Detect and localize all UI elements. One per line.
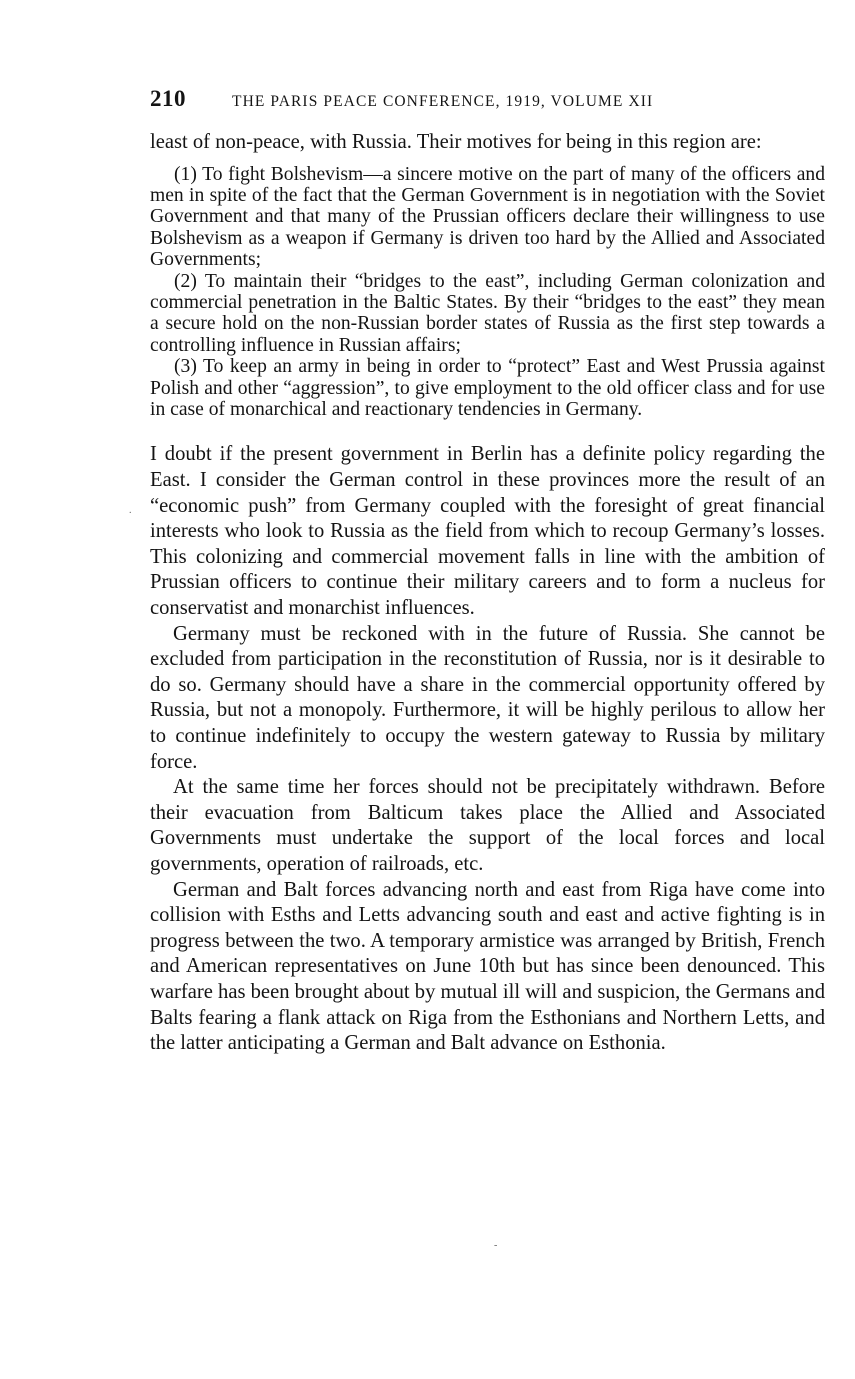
scan-speck-mark: - (494, 1240, 498, 1251)
page-number: 210 (150, 86, 186, 111)
body-paragraph-3: At the same time her forces should not be precipitately withdrawn. Before their evacuation from Balticum takes place the Allied and Associated Governments must undertake the support of the local forces and local governments, operation of railroads, etc. (150, 776, 825, 875)
body-paragraph-4: German and Balt forces advancing north and east from Riga have come into collision with Esths and Letts advancing south and east and active fighting is in progress between the two. A temporary armistice was arranged by British, French and American representatives on June 10th but has since been denounced. This warfare has been brought about by mutual ill will and suspicion, the Germans and Balts fearing a flank attack on Riga from the Esthonians and Northern Letts, and the latter anticipating a German and Balt advance on Esthonia. (150, 878, 825, 1055)
opening-paragraph: least of non-peace, with Russia. Their motives for being in this region are: (150, 131, 762, 153)
body-paragraph-1: I doubt if the present government in Berlin has a definite policy regarding the East. I consider the German control in these provinces more the result of an “economic push” from Germany coupled with the foresight of great financial interests who look to Russia as the field from which to recoup Germany’s losses. This colonizing and commercial movement falls in line with the ambition of Prussian officers to continue their military careers and to form a nucleus for conservatist and monarchist influences. (150, 443, 825, 620)
body-paragraph-2: Germany must be reckoned with in the future of Russia. She cannot be excluded from participation in the reconstitution of Russia, nor is it desirable to do so. Germany should have a share in the commercial opportunity offered by Russia, but not a monopoly. Furthermore, it will be highly perilous to allow her to continue indefinitely to occupy the western gateway to Russia by military force. (150, 622, 825, 773)
motive-item-2: (2) To maintain their “bridges to the east”, including German colonization and commercial penetration in the Baltic States. By their “bridges to the east” they mean a secure hold on the non-Russian border states of Russia as the first step towards a controlling influence in Russian affairs; (150, 270, 825, 356)
running-header (150, 86, 825, 116)
running-title: THE PARIS PEACE CONFERENCE, 1919, VOLUME XII (232, 93, 654, 110)
motive-item-3: (3) To keep an army in being in order to “protect” East and West Prussia against Polish and other “aggression”, to give employment to the old officer class and for use in case of monarchical and reactionary tendencies in Germany. (150, 356, 825, 421)
document-page (150, 86, 825, 1057)
motive-item-1: (1) To fight Bolshevism—a sincere motive on the part of many of the officers and men in spite of the fact that the German Government is in negotiation with the Soviet Government and that many of the Prussian officers declare their willingness to use Bolshevism as a weapon if Germany is driven too hard by the Allied and Associated Governments; (150, 163, 825, 271)
scan-speck-mark: . (129, 505, 132, 516)
motives-list (150, 164, 825, 421)
